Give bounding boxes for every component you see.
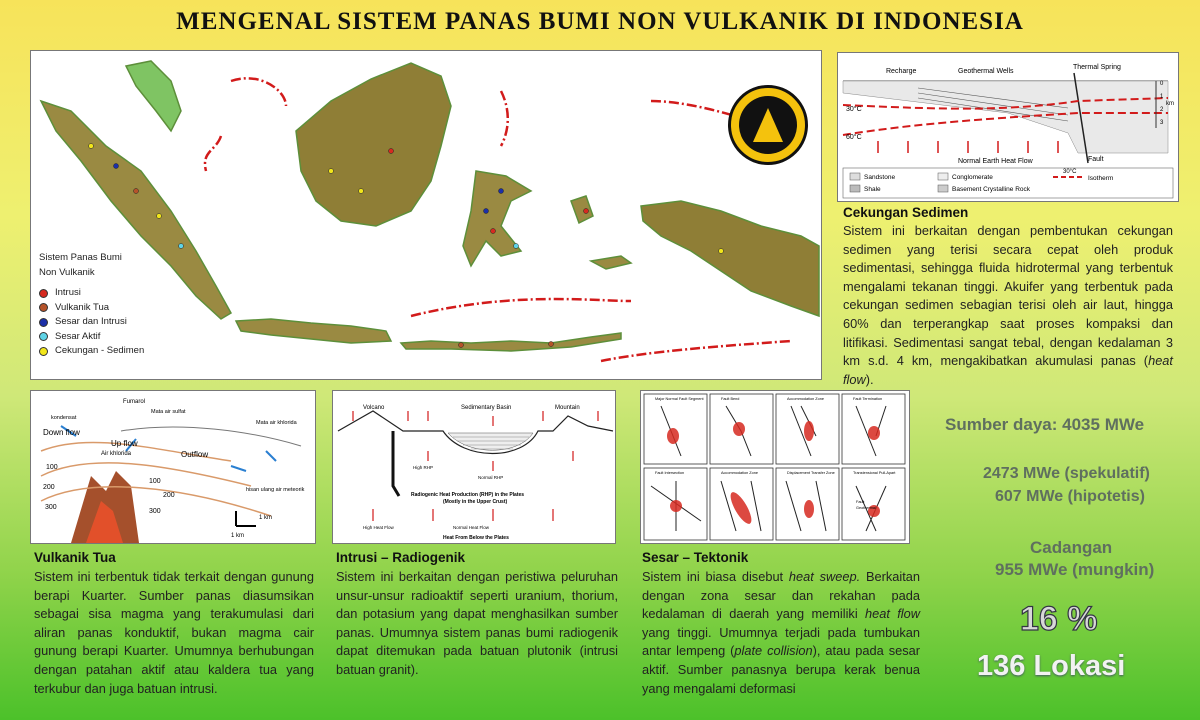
sesar-cell-2: Fault Bend	[721, 397, 740, 401]
legend-dot-cekungan	[39, 347, 48, 356]
intr-rhp-title: Radiogenic Heat Production (RHP) in the Plates	[411, 492, 525, 498]
legend-title-line1: Sistem Panas Bumi	[39, 252, 122, 263]
sesar-body-i2: heat flow	[865, 606, 920, 622]
volc-up-flow: Up flow	[111, 439, 138, 448]
legend-label-sesar-intrusi: Sesar dan Intrusi	[55, 316, 127, 327]
volc-scale-v: 1 km	[259, 515, 273, 521]
volc-mata-air-klorida: Mata air khlorida	[256, 420, 297, 426]
sesar-cell-1: Major Normal Fault Segment	[655, 397, 704, 401]
sed-t30: 30°C	[846, 106, 862, 113]
legend-label-sesar-aktif: Sesar Aktif	[55, 330, 101, 342]
sed-leg-sandstone: Sandstone	[864, 174, 896, 181]
legend-item-sesar-aktif	[39, 330, 144, 345]
sesar-cell-3: Accommodation Zone	[787, 397, 824, 401]
sediment-basin-diagram	[837, 52, 1179, 202]
sesar-body-p2: Berkaitan dengan zona sesar dan rekahan pada kedalaman di daerah yang memiliki	[642, 569, 921, 622]
vulkanik-title: Vulkanik Tua	[34, 550, 116, 565]
legend-title-line2: Non Vulkanik	[39, 266, 95, 278]
intr-mountain: Mountain	[555, 405, 580, 411]
sesar-cell-8: Transtensional Pull-Apart	[853, 471, 896, 475]
volc-outflow: Outflow	[181, 450, 209, 459]
cekungan-body	[843, 222, 1173, 389]
sesar-title: Sesar – Tektonik	[642, 550, 749, 565]
volc-scale-h: 1 km	[231, 533, 245, 539]
stat-percent: 16 %	[1020, 600, 1098, 638]
cekungan-title: Cekungan Sedimen	[843, 205, 969, 220]
volc-kondensat: kondensat	[51, 415, 77, 421]
legend-label-intrusi: Intrusi	[55, 287, 81, 298]
sed-tick0: 0	[1160, 81, 1164, 87]
intr-basin: Sedimentary Basin	[461, 405, 512, 411]
stat-hipotetis: 607 MWe (hipotetis)	[995, 488, 1145, 505]
map-legend	[39, 251, 144, 359]
intr-rhp-sub: (Mostly in the Upper Crust)	[443, 499, 508, 505]
volc-hisan: hisan ulang air meteorik	[246, 487, 305, 493]
sesar-cell-6: Accommodation Zone	[721, 471, 758, 475]
legend-dot-sesar-intrusi	[39, 318, 48, 327]
sed-spring: Thermal Spring	[1073, 64, 1121, 71]
intrusi-body: Sistem ini berkaitan dengan peristiwa peluruhan unsur-unsur radioaktif seperti uranium, thorium, dan potasium yang dapat menghasilkan sumber panas. Umumnya sistem panas bumi radiogenik dapat ditemukan pada batuan plutonik (intrusi batuan granit).	[336, 569, 618, 677]
intr-from-below: Heat From Below the Plates	[443, 535, 509, 541]
indonesia-map	[30, 50, 822, 380]
sed-recharge: Recharge	[886, 68, 917, 75]
volc-iso-5: 200	[163, 492, 175, 499]
sed-tick1: 1	[1160, 94, 1164, 100]
sed-tick2: 2	[1160, 107, 1164, 113]
page-title: MENGENAL SISTEM PANAS BUMI NON VULKANIK DI INDONESIA	[176, 8, 1024, 35]
sesar-body-i1: heat sweep.	[788, 569, 861, 584]
sesar-cell-4: Fault Termination	[853, 397, 883, 401]
sed-leg-shale: Shale	[864, 186, 881, 193]
volc-mata-air-sulfat: Mata air sulfat	[151, 409, 186, 415]
stat-mungkin: 955 MWe (mungkin)	[995, 560, 1155, 579]
intrusi-title: Intrusi – Radiogenik	[336, 550, 466, 565]
sed-wells: Geothermal Wells	[958, 68, 1014, 75]
volc-iso-2: 200	[43, 484, 55, 491]
sesar-legend-fault: Fault	[856, 500, 865, 504]
sed-tick3: 3	[1160, 120, 1164, 126]
sed-km: km	[1166, 101, 1174, 107]
sed-leg-iso-temp: 30°C	[1063, 169, 1077, 175]
sesar-body-p4: ), atau pada sesar aktif. Sumber panasnya berupa kerak benua yang mengalami deformasi	[642, 643, 920, 696]
legend-dot-intrusi	[39, 289, 48, 298]
sesar-body	[642, 568, 920, 698]
volc-iso-3: 300	[45, 504, 57, 511]
esdm-logo	[728, 85, 808, 165]
legend-dot-vulkanik-tua	[39, 303, 48, 312]
legend-item-vulkanik-tua	[39, 301, 144, 316]
stat-sumber-daya: Sumber daya: 4035 MWe	[945, 415, 1145, 434]
sed-fault: Fault	[1088, 156, 1104, 163]
cekungan-body-italic: heat flow	[843, 353, 1173, 387]
intr-volcano: Volcano	[363, 405, 385, 411]
sed-t60: 60°C	[846, 134, 862, 141]
sesar-cell-7: Displacement Transfer Zone	[787, 471, 835, 475]
volc-iso-4: 100	[149, 478, 161, 485]
sesar-body-p3: yang tinggi. Umumnya terjadi pada tumbukan antar lempeng (	[642, 624, 920, 659]
legend-dot-sesar-aktif	[39, 332, 48, 341]
stat-lokasi: 136 Lokasi	[977, 650, 1126, 682]
legend-label-cekungan: Cekungan - Sedimen	[55, 345, 145, 356]
volc-air-khlorida: Air khlorida	[101, 451, 132, 457]
sed-leg-conglomerate: Conglomerate	[952, 174, 993, 181]
stat-cadangan: Cadangan	[1030, 538, 1113, 557]
sesar-cell-5: Fault Intersection	[655, 471, 685, 475]
intr-normal-rhp: Normal RHP	[478, 475, 504, 480]
cekungan-body-text: Sistem ini berkaitan dengan pembentukan cekungan sedimen yang terisi secara cepat oleh produk sedimentasi, sehingga fluida hidrotermal yang terbentuk mengalami tekanan tinggi. Akuifer yang terbentuk pada cekungan sedimen sebagian terisi oleh air laut, hingga 60% dan terperangkap saat proses kompaksi dan litifikasi. Sedimentasi sangat tebal, dengan kedalaman 3 km s.d. 4 km, mengakibatkan akumulasi panas (	[843, 223, 1173, 369]
sesar-legend-geo: Geothermal	[856, 506, 876, 510]
sed-leg-basement: Basement Crystalline Rock	[952, 186, 1031, 193]
legend-item-sesar-intrusi	[39, 315, 144, 330]
map-graphic	[31, 51, 821, 379]
volc-iso-6: 300	[149, 508, 161, 515]
cekungan-body-end: ).	[865, 371, 874, 387]
intr-high-rhp: High RHP	[413, 465, 434, 470]
sesar-body-p1: Sistem ini biasa disebut	[642, 569, 789, 584]
intr-high-hf: High Heat Flow	[363, 525, 394, 530]
fault-tectonic-diagram	[640, 390, 910, 544]
legend-label-vulkanik-tua: Vulkanik Tua	[55, 301, 110, 313]
stat-spekulatif: 2473 MWe (spekulatif)	[983, 465, 1150, 482]
sed-heatflow: Normal Earth Heat Flow	[958, 158, 1033, 165]
intr-normal-hf: Normal Heat Flow	[453, 525, 490, 530]
sed-leg-isotherm: Isotherm	[1088, 175, 1114, 182]
radiogenic-diagram	[332, 390, 616, 544]
vulkanik-body: Sistem ini terbentuk tidak terkait dengan gunung berapi Kuarter. Sumber panas diasumsikan sebagai sisa magma yang terakumulasi dari aliran panas konduktif, bukan magma cair gunung berapi Kuarter. Umumnya berhubungan dengan patahan aktif atau kaldera tua yang terkubur dan juga batuan intrusi.	[34, 569, 314, 696]
volc-fumarol: Fumarol	[123, 399, 146, 405]
sesar-body-i3: plate collision	[734, 643, 813, 659]
volc-down-flow: Down flow	[43, 428, 80, 437]
volc-iso-1: 100	[46, 464, 58, 471]
legend-item-intrusi	[39, 286, 144, 301]
legend-item-cekungan	[39, 344, 144, 359]
old-volcanic-diagram	[30, 390, 316, 544]
